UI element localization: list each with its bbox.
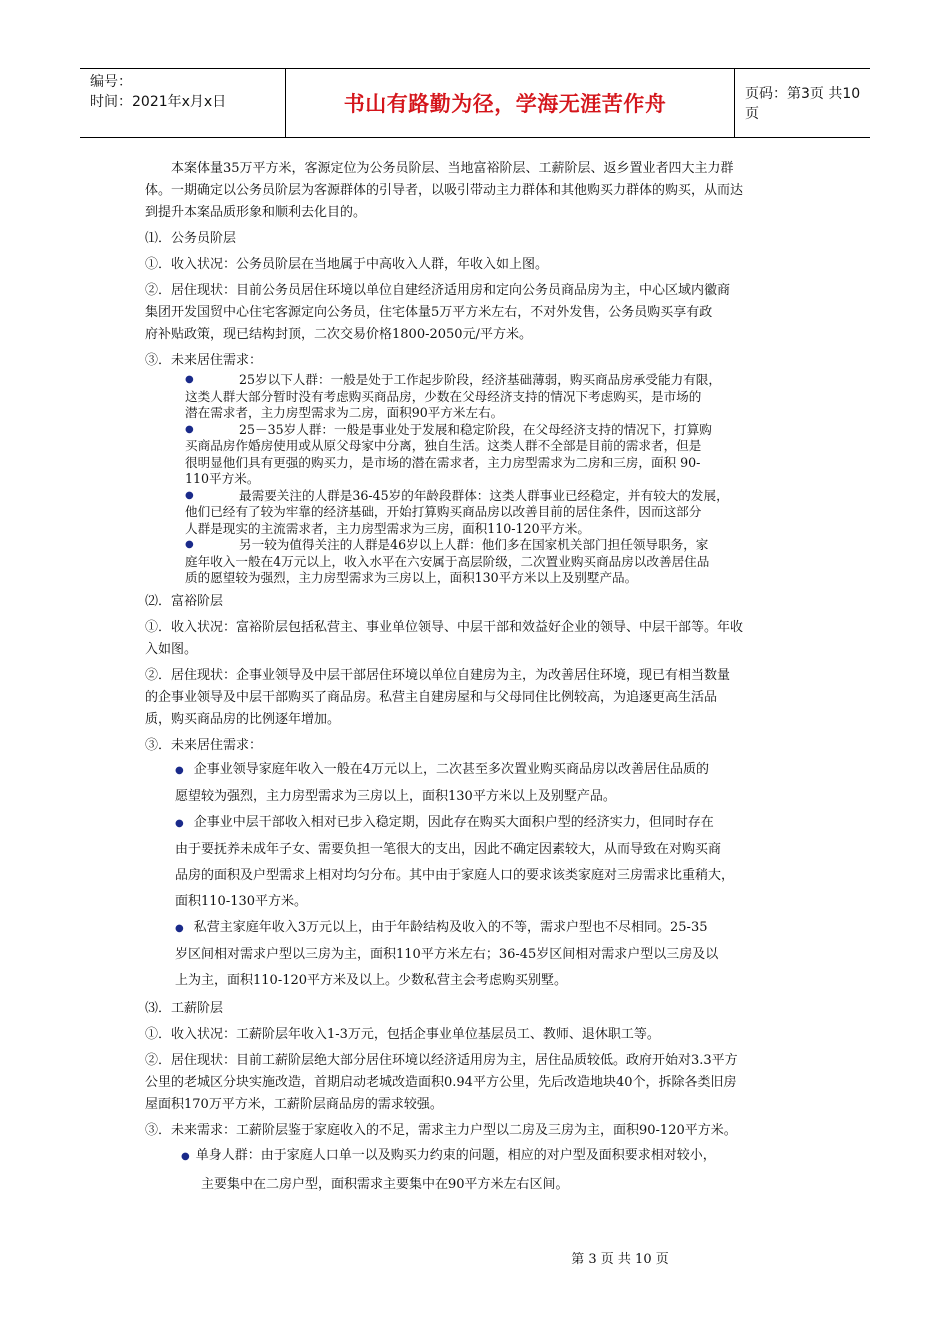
paragraph: ②．居住现状：企事业领导及中层干部居住环境以单位自建房为主，为改善居住环境，现已有相当数量	[145, 667, 731, 683]
bullet-icon: ●	[175, 764, 184, 776]
paragraph: ③．未来需求：工薪阶层鉴于家庭收入的不足，需求主力户型以二房及三房为主，面积90-120平方米。	[145, 1122, 737, 1138]
paragraph: 屋面积170万平方米，工薪阶层商品房的需求较强。	[145, 1096, 443, 1112]
paragraph: ①．收入状况：工薪阶层年收入1-3万元，包括企事业单位基层员工、教师、退休职工等。	[145, 1026, 660, 1042]
paragraph: ②．居住现状：目前工薪阶层绝大部分居住环境以经济适用房为主，居住品质较低。政府开始对3.3平方	[145, 1052, 738, 1068]
bullet-item: ● 单身人群：由于家庭人口单一以及购买力约束的问题，相应的对户型及面积要求相对较小， 主要集中在二房户型，面积需求主要集中在90平方米左右区间。	[181, 1147, 716, 1192]
id-label: 编号：	[90, 74, 132, 90]
subheading: ③．未来居住需求：	[145, 353, 263, 368]
bullet-item: ● 私营主家庭年收入3万元以上，由于年龄结构及收入的不等，需求户型也不尽相同。25-35 岁区间相对需求户型以三房为主，面积110平方米左右；36-45岁区间相对需求户型以三房及以 上为主，面积110-120平方米及以上。少数私营主会考虑购买别墅。	[175, 919, 719, 988]
date-label: 时间：2021年x月x日	[90, 94, 227, 110]
subheading: ③．未来居住需求：	[145, 737, 263, 753]
header-meta	[80, 69, 286, 137]
bullet-item: ● 企事业领导家庭年收入一般在4万元以上，二次甚至多次置业购买商品房以改善居住品质的 愿望较为强烈，主力房型需求为三房以上，面积130平方米以上及别墅产品。	[175, 761, 710, 804]
document-body	[145, 158, 810, 1199]
paragraph: ①．收入状况：富裕阶层包括私营主、事业单位领导、中层干部和效益好企业的领导、中层干部等。年收	[145, 619, 744, 635]
bullet-icon: ●	[185, 423, 194, 435]
bullet-icon: ●	[185, 539, 194, 550]
header-page-label: 页码：第3页 共10页	[745, 86, 861, 122]
header-motto: 书山有路勤为径，学海无涯苦作舟	[276, 69, 735, 137]
bullet-icon: ●	[181, 1150, 190, 1162]
bullet-icon: ●	[185, 489, 194, 501]
bullet-item: ● 25－35岁人群：一般是事业处于发展和稳定阶段，在父母经济支持的情况下，打算购 买商品房作婚房使用或从原父母家中分离，独自生活。这类人群不全部是目前的需求者，但是 很明显他们具有更强的购买力，是市场的潜在需求者，主力房型需求为二房和三房，面积 90- 110平方米。	[185, 421, 712, 486]
section-title-salaried: ⑶．工薪阶层	[145, 1000, 224, 1016]
page-header	[80, 68, 870, 138]
intro-line: 本案体量35万平方米，客源定位为公务员阶层、当地富裕阶层、工薪阶层、返乡置业者四大主力群	[171, 161, 734, 176]
bullet-item: ● 最需要关注的人群是36-45岁的年龄段群体：这类人群事业已经稳定，并有较大的发展， 他们已经有了较为牢靠的经济基础，开始打算购买商品房以改善目前的居住条件，因而这部分 人群是现实的主流需求者，主力房型需求为三房，面积110-120平方米。	[185, 487, 729, 536]
section-title-civil-servants: ⑴．公务员阶层	[145, 231, 237, 246]
intro-line: 体。一期确定以公务员阶层为客源群体的引导者，以吸引带动主力群体和其他购买力群体的购买，从而达	[145, 183, 744, 198]
bullet-icon: ●	[185, 374, 194, 385]
bullet-icon: ●	[175, 922, 184, 934]
paragraph: ②．居住现状：目前公务员居住环境以单位自建经济适用房和定向公务员商品房为主，中心区域内徽商	[145, 283, 731, 298]
paragraph: 公里的老城区分块实施改造，首期启动老城改造面积0.94平方公里，先后改造地块40个，拆除各类旧房	[145, 1074, 737, 1090]
paragraph: 府补贴政策，现已结构封顶，二次交易价格1800-2050元/平方米。	[145, 327, 532, 342]
section-title-wealthy: ⑵．富裕阶层	[145, 593, 224, 609]
paragraph: 的企事业领导及中层干部购买了商品房。私营主自建房屋和与父母同住比例较高，为追逐更高生活品	[145, 689, 718, 705]
bullet-item: ● 企事业中层干部收入相对已步入稳定期，因此存在购买大面积户型的经济实力，但同时存在 由于要抚养未成年子女、需要负担一笔很大的支出，因此不确定因素较大，从而导致在对购买商 品房的面积及户型需求上相对均匀分布。其中由于家庭人口的要求该类家庭对三房需求比重稍大， 面积110-130平方米。	[175, 814, 735, 909]
bullet-item: ● 25岁以下人群：一般是处于工作起步阶段，经济基础薄弱，购买商品房承受能力有限， 这类人群大部分暂时没有考虑购买商品房，少数在父母经济支持的情况下考虑购买，是市场的 潜在需求者，主力房型需求为二房，面积90平方米左右。	[185, 372, 721, 420]
paragraph: 入如图。	[145, 641, 198, 657]
paragraph: ①．收入状况：公务员阶层在当地属于中高收入人群，年收入如上图。	[145, 257, 549, 272]
bullet-item: ● 另一较为值得关注的人群是46岁以上人群：他们多在国家机关部门担任领导职务，家 庭年收入一般在4万元以上，收入水平在六安属于高层阶级，二次置业购买商品房以改善居住品 质的愿望较为强烈，主力房型需求为三房以上，面积130平方米以上及别墅产品。	[185, 537, 710, 585]
bullet-icon: ●	[175, 817, 184, 829]
paragraph: 集团开发国贸中心住宅客源定向公务员，住宅体量5万平方米左右，不对外发售，公务员购买享有政	[145, 305, 713, 320]
intro-line: 到提升本案品质形象和顺利去化目的。	[145, 205, 367, 220]
footer-page-number: 第 3 页 共 10 页	[571, 1252, 669, 1267]
paragraph: 质，购买商品房的比例逐年增加。	[145, 711, 341, 727]
page-footer	[0, 1248, 950, 1267]
